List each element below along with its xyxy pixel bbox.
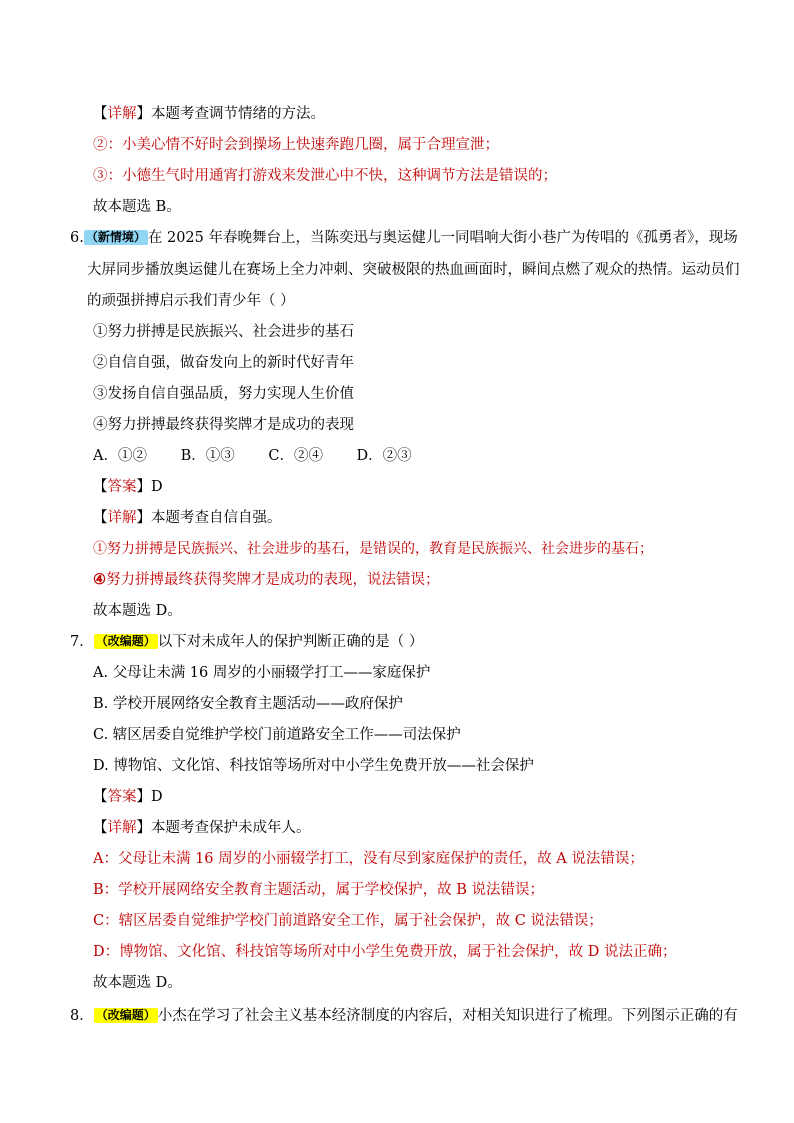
detail-line-q5: 【详解】本题考查调节情绪的方法。 <box>93 106 325 122</box>
question-7-stem: 7． （改编题） 以下对未成年人的保护判断正确的是（ ） <box>70 634 424 650</box>
statement-4: ④努力拼搏最终获得奖牌才是成功的表现 <box>93 417 354 433</box>
adapted-tag: （改编题） <box>95 1008 156 1022</box>
explanation-line: ①努力拼搏是民族振兴、社会进步的基石，是错误的，教育是民族振兴、社会进步的基石； <box>93 541 653 557</box>
explanation-a: A：父母让未满 16 周岁的小丽辍学打工，没有尽到家庭保护的责任，故 A 说法错误； <box>93 851 644 867</box>
statement-2: ②自信自强，做奋发向上的新时代好青年 <box>93 355 354 371</box>
adapted-tag: （改编题） <box>95 634 156 648</box>
explanation-d: D：博物馆、文化馆、科技馆等场所对中小学生免费开放，属于社会保护，故 D 说法正确； <box>93 944 677 960</box>
answer-label: 答案 <box>107 479 137 495</box>
answer-choices: A．①② B．①③ C．②④ D．②③ <box>93 448 412 464</box>
detail-label: 详解 <box>107 106 137 122</box>
question-6-line-1: 6. （新情境） 在 2025 年春晚舞台上，当陈奕迅与奥运健儿一同唱响大街小巷广为传唱的《孤勇者》，现场 <box>70 230 738 246</box>
question-6-line-2: 大屏同步播放奥运健儿在赛场上全力冲刺、突破极限的热血画面时，瞬间点燃了观众的热情。运动员们 <box>87 262 740 278</box>
option-a: A. 父母让未满 16 周岁的小丽辍学打工——家庭保护 <box>93 665 431 681</box>
question-6-line-3: 的顽强拼搏启示我们青少年（ ） <box>87 293 295 309</box>
option-c: C. 辖区居委自觉维护学校门前道路安全工作——司法保护 <box>93 727 461 743</box>
explanation-c: C：辖区居委自觉维护学校门前道路安全工作，属于社会保护，故 C 说法错误； <box>93 913 603 929</box>
detail-line: 【详解】本题考查自信自强。 <box>93 510 282 526</box>
answer-line: 【答案】D <box>93 479 163 495</box>
statement-1: ①努力拼搏是民族振兴、社会进步的基石 <box>93 324 354 340</box>
detail-label: 详解 <box>107 510 137 526</box>
option-d: D. 博物馆、文化馆、科技馆等场所对中小学生免费开放——社会保护 <box>93 758 534 774</box>
new-context-tag: （新情境） <box>85 230 146 244</box>
answer-line: 【答案】D <box>93 789 163 805</box>
answer-value: D <box>151 479 163 495</box>
explanation-line: ②：小美心情不好时会到操场上快速奔跑几圈，属于合理宣泄； <box>93 137 499 153</box>
conclusion-line: 故本题选 D。 <box>93 975 182 991</box>
conclusion-line: 故本题选 D。 <box>93 603 182 619</box>
statement-3: ③发扬自信自强品质，努力实现人生价值 <box>93 386 354 402</box>
question-number: 7． <box>70 634 94 650</box>
answer-label: 答案 <box>107 789 137 805</box>
answer-value: D <box>151 789 163 805</box>
explanation-line: ③：小德生气时用通宵打游戏来发泄心中不快，这种调节方法是错误的； <box>93 168 557 184</box>
explanation-line: ④努力拼搏最终获得奖牌才是成功的表现，说法错误； <box>93 571 440 588</box>
conclusion-line: 故本题选 B。 <box>93 199 181 215</box>
question-number: 8． <box>70 1008 94 1024</box>
question-8-stem: 8． （改编题） 小杰在学习了社会主义基本经济制度的内容后，对相关知识进行了梳理。下列图示正确的有 <box>70 1008 738 1024</box>
detail-label: 详解 <box>107 820 137 836</box>
option-b: B. 学校开展网络安全教育主题活动——政府保护 <box>93 696 403 712</box>
detail-line: 【详解】本题考查保护未成年人。 <box>93 820 311 836</box>
explanation-b: B：学校开展网络安全教育主题活动，属于学校保护，故 B 说法错误； <box>93 882 545 898</box>
question-number: 6. <box>70 230 84 246</box>
